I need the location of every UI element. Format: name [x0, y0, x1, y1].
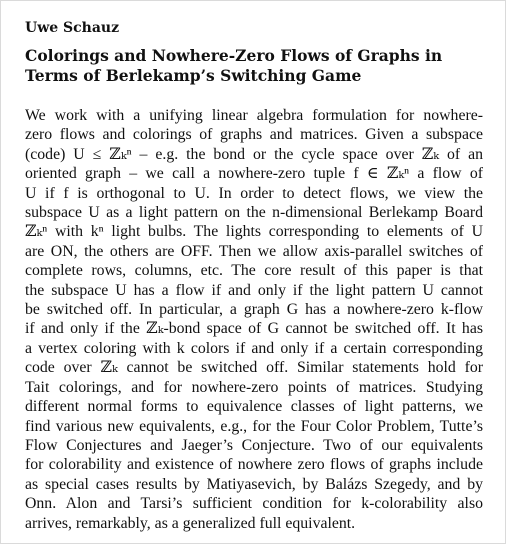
abstract-line: be switched off. In particular, a graph G has a nowhere-zero k-flow [25, 301, 483, 319]
abstract-line: find various new equivalents, e.g., for the Four Color Problem, Tutte’s [25, 417, 483, 435]
paper-abstract [25, 106, 483, 533]
abstract-line: U if f is orthogonal to U. In order to detect flows, we view the [25, 184, 483, 202]
abstract-line: a vertex coloring with k colors if and only if a certain corresponding [25, 339, 483, 357]
abstract-line: for colorability and existence of nowhere zero flows of graphs include [25, 456, 483, 474]
abstract-line: code over ℤₖ cannot be switched off. Similar statements hold for [25, 359, 483, 377]
paper-title: Colorings and Nowhere-Zero Flows of Graphs in Terms of Berlekamp’s Switching Game [25, 46, 443, 85]
abstract-line: complete rows, columns, etc. The core result of this paper is that [25, 262, 483, 280]
abstract-line: different normal forms to equivalence classes of light patterns, we [25, 398, 483, 416]
abstract-line: (code) U ≤ ℤₖⁿ – e.g. the bond or the cycle space over ℤₖ of an [25, 145, 483, 163]
abstract-line: oriented graph – we call a nowhere-zero tuple f ∈ ℤₖⁿ a flow of [25, 165, 483, 183]
abstract-line: We work with a unifying linear algebra formulation for nowhere- [25, 107, 483, 124]
abstract-line: ℤₖⁿ with kⁿ light bulbs. The lights corresponding to elements of U [25, 223, 483, 241]
abstract-line: Flow Conjectures and Jaeger’s Conjecture. Two of our equivalents [25, 436, 483, 454]
paper-author: Uwe Schauz [25, 20, 120, 36]
abstract-line: the subspace U has a flow if and only if the light pattern U cannot [25, 281, 483, 299]
abstract-line: zero flows and colorings of graphs and matrices. Given a subspace [25, 126, 483, 144]
abstract-line: as special cases results by Matiyasevich, by Balázs Szegedy, and by [25, 475, 483, 493]
abstract-line: are ON, the others are OFF. Then we allow axis-parallel switches of [25, 242, 483, 260]
abstract-line: Tait colorings, and for nowhere-zero points of matrices. Studying [25, 378, 483, 396]
abstract-line: subspace U as a light pattern on the n-dimensional Berlekamp Board [25, 204, 483, 222]
abstract-line: arrives, remarkably, as a generalized full equivalent. [25, 514, 356, 532]
abstract-line: if and only if the ℤₖ-bond space of G cannot be switched off. It has [25, 320, 483, 338]
abstract-line: Onn. Alon and Tarsi’s sufficient condition for k-colorability also [25, 495, 483, 513]
